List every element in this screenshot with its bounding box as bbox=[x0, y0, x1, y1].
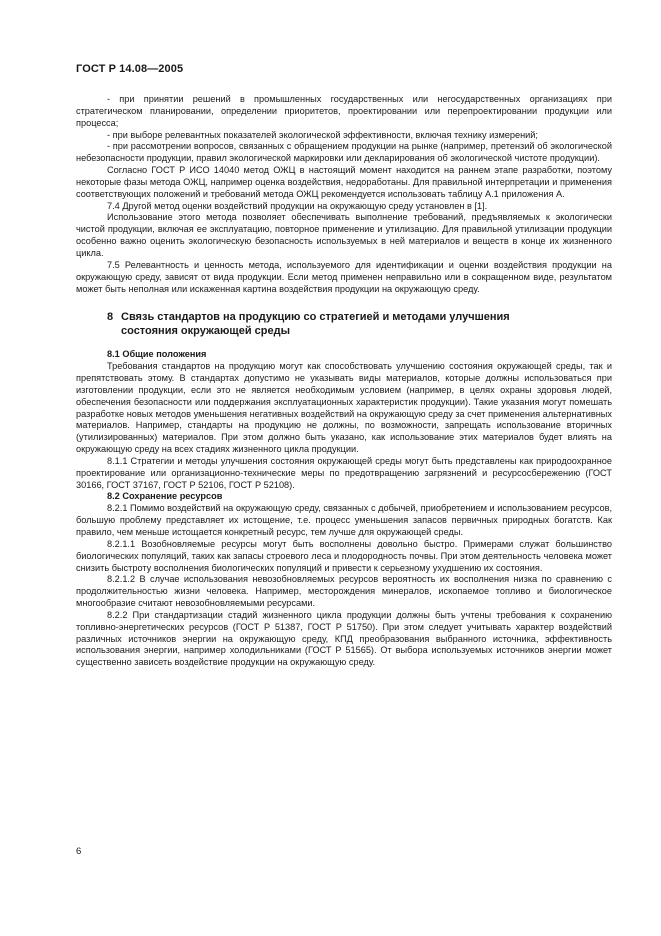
paragraph: Согласно ГОСТ Р ИСО 14040 метод ОЖЦ в настоящий момент находится на раннем этапе разработки, поэтому некоторые фазы метода ОЖЦ, например оценка воздействия, недоработаны. Для правильной интерпретации и применения соответствующих положений и требований метода ОЖЦ рекомендуется использовать таблицу А.1 приложения А. bbox=[76, 165, 612, 199]
paragraph: - при принятии решений в промышленных государственных или негосударственных организациях при стратегическом планировании, определении приоритетов, проектировании или перепроектировании продукции или процесса; bbox=[76, 94, 612, 128]
paragraph: 7.5 Релевантность и ценность метода, используемого для идентификации и оценки воздействия продукции на окружающую среду, зависят от вида продукции. Если метод применен неправильно или в сокращенном виде, результатом может быть неполная или искаженная картина воздействия продукции на окружающую среду. bbox=[76, 259, 612, 294]
section-heading-8 bbox=[76, 310, 612, 338]
subsection-heading-8-1: 8.1 Общие положения bbox=[107, 349, 207, 360]
paragraph: 8.2.2 При стандартизации стадий жизненного цикла продукции должны быть учтены требования к сохранению топливно-энергетических ресурсов (ГОСТ Р 51387, ГОСТ Р 51750). При этом следует учитывать характер воздействий различных источников энергии на окружающую среду, КПД преобразования выбранного источника, эффективность использования энергии, например холодильниками (ГОСТ Р 51565). От выбора используемых источников энергии может существенно зависеть воздействие продукции на окружающую среду. bbox=[76, 609, 612, 668]
paragraph: - при выборе релевантных показателей экологической эффективности, включая технику измерений; bbox=[107, 129, 538, 140]
paragraph: 7.4 Другой метод оценки воздействий продукции на окружающую среду установлен в [1]. bbox=[107, 200, 488, 211]
document-body bbox=[76, 94, 612, 669]
paragraph: Использование этого метода позволяет обеспечивать выполнение требований, предъявляемых к экологически чистой продукции, включая ее эксплуатацию, повторное применение и утилизацию. Для правильной утилизации продукции особенно важно оценить экологическую безопасность используемых в ней материалов и веществ в конце их жизненного цикла. bbox=[76, 212, 612, 258]
section-title-line1: Связь стандартов на продукцию со стратегией и методами улучшения bbox=[121, 311, 510, 324]
paragraph: 8.2.1.2 В случае использования невозобновляемых ресурсов вероятность их восполнения низка по сравнению с продолжительностью жизни человека. Например, месторождения минералов, ископаемое топливо и биологическое многообразие считают невозобновляемыми ресурсами. bbox=[76, 574, 612, 609]
document-header: ГОСТ Р 14.08—2005 bbox=[76, 63, 184, 75]
subsection-heading-8-2: 8.2 Сохранение ресурсов bbox=[107, 491, 223, 502]
paragraph: - при рассмотрении вопросов, связанных с обращением продукции на рынке (например, претензий об экологической небезопасности продукции, правил экологической маркировки или декларирования об экологической чистоте продукции). bbox=[76, 141, 612, 164]
paragraph: Требования стандартов на продукцию могут как способствовать улучшению состояния окружающей среды, так и препятствовать этому. В стандартах допустимо не указывать виды материалов, которые должны использоваться при изготовлении продукции, если это не является необходимым условием (например, в целях охраны здоровья людей, обеспечения безопасности или поддержания эксплуатационных характеристик продукции). Такие указания могут помешать разработке новых методов уменьшения негативных воздействий на окружающую среду за счет применения альтернативных материалов. Например, стандарты на продукцию не должны, по возможности, запрещать использование вторичных (утилизированных) материалов. При этом должно быть указано, как использование этих материалов будет влиять на окружающую среду на всех стадиях жизненного цикла продукции. bbox=[76, 361, 612, 455]
paragraph: 8.1.1 Стратегии и методы улучшения состояния окружающей среды могут быть представлены как природоохранное проектирование или организационно-технические меры по предотвращению загрязнений и ресурсосбережению (ГОСТ 30166, ГОСТ 37167, ГОСТ Р 52106, ГОСТ Р 52108). bbox=[76, 455, 612, 490]
paragraph: 8.2.1.1 Возобновляемые ресурсы могут быть восполнены довольно быстро. Примерами служат большинство биологических популяций, таких как запасы строевого леса и плодородность почвы. При этом деятельность человека может снизить быстроту восполнения биологических популяций и привести к серьезному ухудшению их состояния. bbox=[76, 538, 612, 573]
paragraph: 8.2.1 Помимо воздействий на окружающую среду, связанных с добычей, приобретением и использованием ресурсов, большую проблему представляет их истощение, т.е. процесс уменьшения запасов первичных природных богатств. Как правило, чем меньше истощается конкретный ресурс, тем лучше для окружающей среды. bbox=[76, 503, 612, 537]
section-number: 8 bbox=[107, 311, 114, 324]
section-title-line2: состояния окружающей среды bbox=[121, 325, 290, 338]
page-number: 6 bbox=[76, 846, 82, 857]
